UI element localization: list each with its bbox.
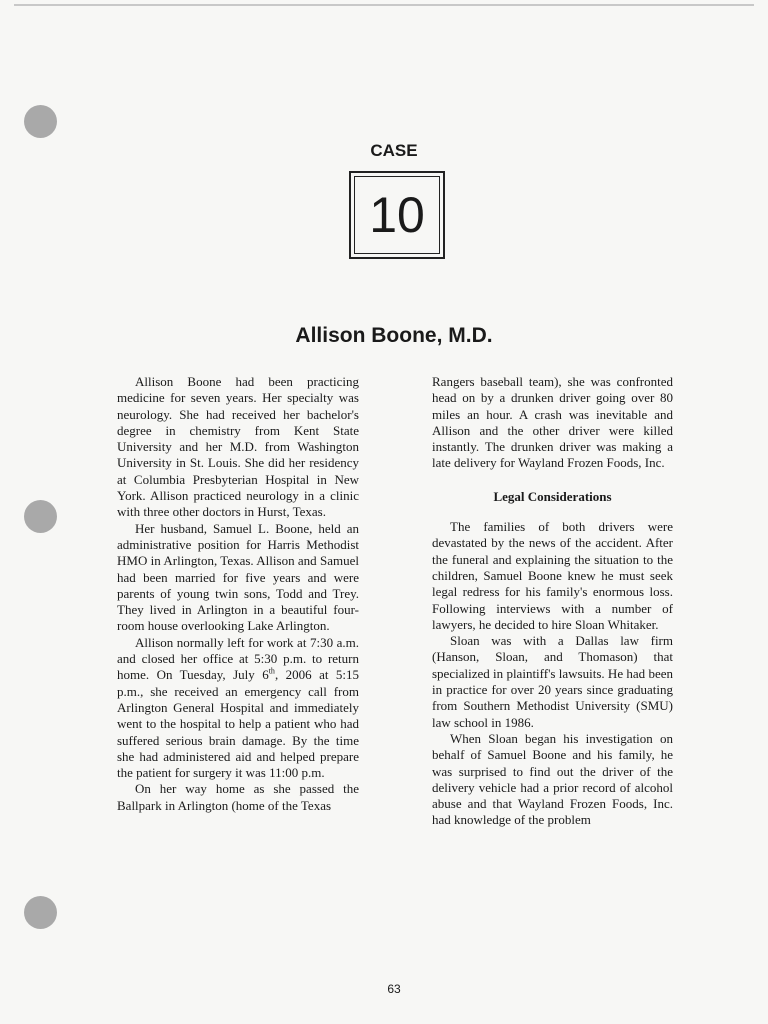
paragraph: The families of both drivers were devastated by the news of the accident. After the funeral and explaining the situation to the children, Samuel Boone knew he must seek legal redress for his family's enormous loss. Following interviews with a number of lawyers, he decided to hire Sloan Whitaker.	[432, 519, 673, 632]
case-label: CASE	[370, 141, 418, 160]
case-title: Allison Boone, M.D.	[295, 324, 493, 347]
right-column	[432, 374, 673, 829]
paragraph-text: Allison normally left for work at 7:30 a.m. and closed her office at 5:30 p.m. to return home. On Tuesday, July 6	[117, 634, 359, 683]
top-scan-edge	[14, 4, 754, 6]
binder-hole-bottom	[24, 896, 57, 929]
paragraph-text: , 2006 at 5:15 p.m., she received an emergency call from Arlington General Hospital and immediately went to the hospital to help a patient who had suffered serious brain damage. By the time she had administered aid and helped prepare the patient for surgery it was 11:00 p.m.	[117, 667, 359, 781]
paragraph: Her husband, Samuel L. Boone, held an administrative position for Harris Methodist HMO in Arlington, Texas. Allison and Samuel had been married for five years and were parents of young twin sons, Todd and Trey. They lived in Arlington in a beautiful four-room house overlooking Lake Arlington.	[117, 520, 359, 634]
binder-hole-top	[24, 105, 57, 138]
case-number-box	[349, 171, 445, 259]
ordinal-superscript: th	[268, 667, 275, 677]
paragraph-continued: Rangers baseball team), she was confronted head on by a drunken driver going over 80 miles an hour. A crash was inevitable and Allison and the other driver were killed instantly. The drunken driver was making a late delivery for Wayland Frozen Foods, Inc.	[432, 374, 673, 471]
section-heading: Legal Considerations	[493, 488, 612, 504]
left-column	[117, 374, 359, 814]
paragraph: Sloan was with a Dallas law firm (Hanson, Sloan, and Thomason) that specialized in plaintiff's lawsuits. He had been in practice for over 20 years since graduating from Southern Methodist University (SMU) law school in 1986.	[432, 633, 673, 730]
paragraph: On her way home as she passed the Ballpark in Arlington (home of the Texas	[117, 781, 359, 813]
paragraph	[117, 635, 359, 782]
paragraph: When Sloan began his investigation on behalf of Samuel Boone and his family, he was surprised to find out the driver of the delivery vehicle had a prior record of alcohol abuse and that Wayland Frozen Foods, Inc. had knowledge of the problem	[432, 730, 673, 828]
page-number: 63	[387, 982, 401, 996]
binder-hole-middle	[24, 500, 57, 533]
paragraph: Allison Boone had been practicing medicine for seven years. Her specialty was neurology. She had received her bachelor's degree in chemistry from Kent State University and her M.D. from Washington University in St. Louis. She did her residency at Columbia Presbyterian Hospital in New York. Allison practiced neurology in a clinic with three other doctors in Hurst, Texas.	[117, 374, 359, 520]
case-number: 10	[354, 176, 440, 254]
